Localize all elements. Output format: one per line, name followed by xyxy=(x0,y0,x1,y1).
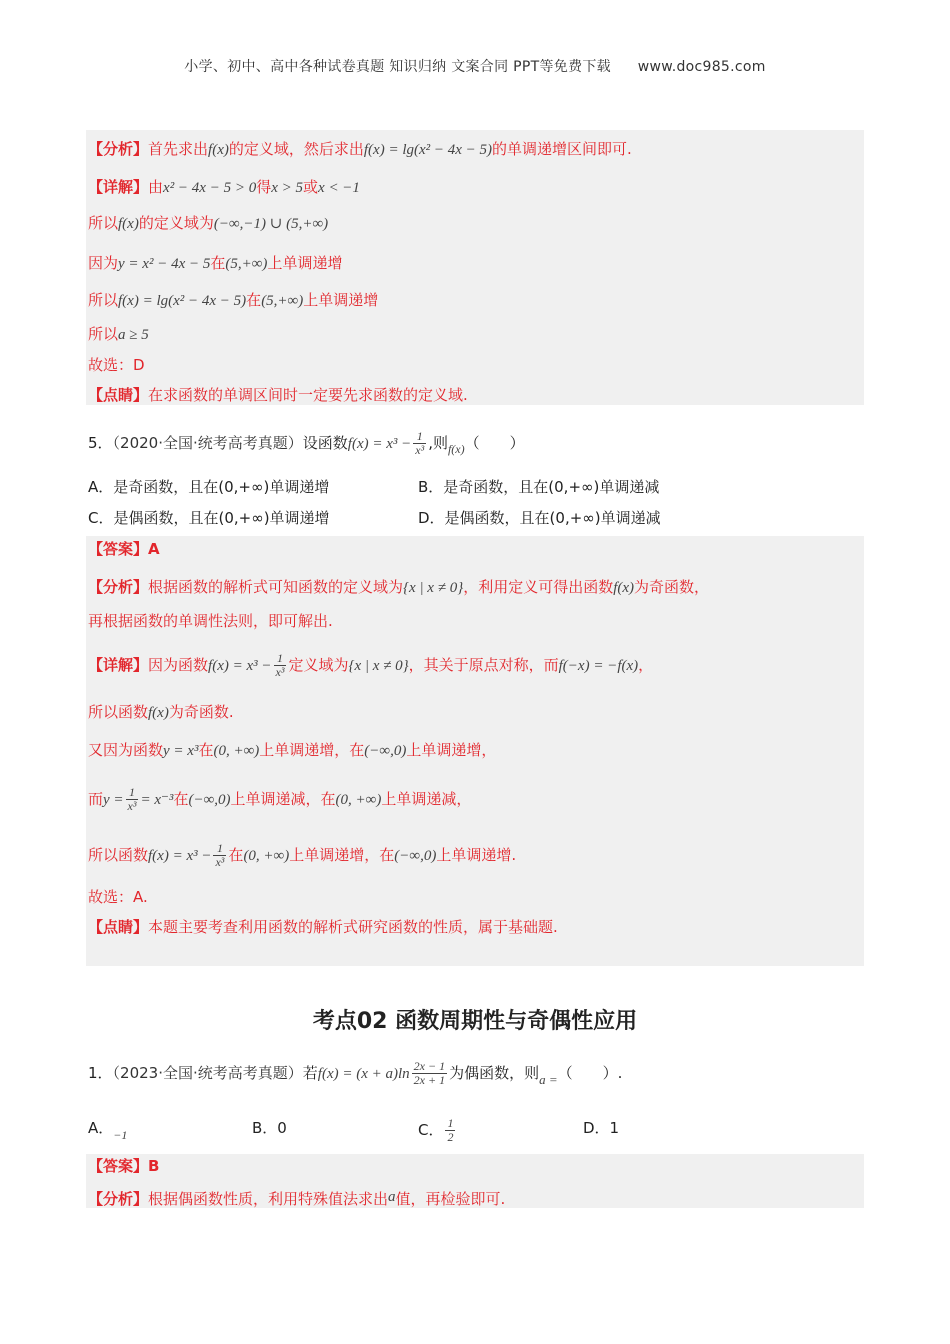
detail-line-2-3: 又因为函数y = x³在(0, +∞)上单调递增，在(−∞,0)上单调递增， xyxy=(88,741,497,759)
analysis-line-1: 【分析】首先求出f(x)的定义域，然后求出f(x) = lg(x² − 4x − 5)的单调递增区间即可. xyxy=(88,140,632,158)
detail-line-5: 所以a ≥ 5 xyxy=(88,325,149,343)
q5-option-b[interactable]: B．是奇函数，且在(0,+∞)单调递减 xyxy=(418,478,660,496)
section-title: 考点02 函数周期性与奇偶性应用 xyxy=(312,1009,638,1034)
q5-option-c[interactable]: C．是偶函数，且在(0,+∞)单调递增 xyxy=(88,509,330,527)
detail-line-2-4: 而y = $\frac{1}{\text{x³}}$ = x⁻³在(−∞,0)上单调递减，在(0, +∞)上单调递减， xyxy=(88,785,472,813)
detail-line-1: 【详解】由x² − 4x − 5 > 0得x > 5或x < −1 xyxy=(88,178,360,196)
answer-line-2: 【答案】A xyxy=(88,540,160,558)
analysis-line-2-cont: 再根据函数的单调性法则，即可解出. xyxy=(88,612,333,630)
q5-option-a[interactable]: A．是奇函数，且在(0,+∞)单调递增 xyxy=(88,478,330,496)
choice-line-2: 故选：A. xyxy=(88,888,148,906)
detail-line-2-5: 所以函数f(x) = x³ − $\frac{1}{\text{x³}}$ 在(0, +∞)上单调递增，在(−∞,0)上单调递增. xyxy=(88,841,517,869)
q1-option-b[interactable]: B．0 xyxy=(252,1119,287,1137)
question-1-stem: 1．（2023·全国·统考高考真题）若f(x) = (x + a)ln $\frac{2x - 1}{2x + 1}$ 为偶函数，则a =（ ）. xyxy=(88,1059,623,1087)
answer-line-3: 【答案】B xyxy=(88,1157,160,1175)
q1-option-a[interactable]: A．$_{-1}$ xyxy=(88,1119,128,1142)
detail-line-2-2: 所以函数f(x)为奇函数. xyxy=(88,703,234,721)
q5-option-d[interactable]: D．是偶函数，且在(0,+∞)单调递减 xyxy=(418,509,661,527)
analysis-line-2: 【分析】根据函数的解析式可知函数的定义域为{x | x ≠ 0}，利用定义可得出函数f(x)为奇函数， xyxy=(88,578,710,596)
detail-line-3: 因为y = x² − 4x − 5在(5,+∞)上单调递增 xyxy=(88,254,343,272)
detail-line-2-1: 【详解】因为函数f(x) = x³ − $\frac{1}{\text{x³}}$ 定义域为{x | x ≠ 0}，其关于原点对称，而f(−x) = −f(x)， xyxy=(88,651,654,679)
detail-line-2: 所以f(x)的定义域为(−∞,−1) ∪ (5,+∞) xyxy=(88,214,329,232)
header-text: 小学、初中、高中各种试卷真题 知识归纳 文案合同 PPT等免费下载 xyxy=(184,59,611,75)
question-5-stem: 5．（2020·全国·统考高考真题）设函数f(x) = x³ − $\frac{1}{\text{x³}}$ ,则$_{f(x)}$（ ） xyxy=(88,429,525,457)
header-site-link[interactable]: www.doc985.com xyxy=(637,59,766,75)
comment-line-1: 【点睛】在求函数的单调区间时一定要先求函数的定义域. xyxy=(88,386,468,404)
comment-line-2: 【点睛】本题主要考查利用函数的解析式研究函数的性质，属于基础题. xyxy=(88,918,558,936)
q1-option-c[interactable]: C． $\frac{1}{2}$ xyxy=(418,1116,454,1144)
page-header xyxy=(0,56,950,76)
detail-line-4: 所以f(x) = lg(x² − 4x − 5)在(5,+∞)上单调递增 xyxy=(88,291,379,309)
analysis-line-3: 【分析】根据偶函数性质，利用特殊值法求出a值，再检验即可. xyxy=(88,1189,506,1208)
choice-line-1: 故选：D xyxy=(88,356,145,374)
q1-option-d[interactable]: D．1 xyxy=(583,1119,620,1137)
